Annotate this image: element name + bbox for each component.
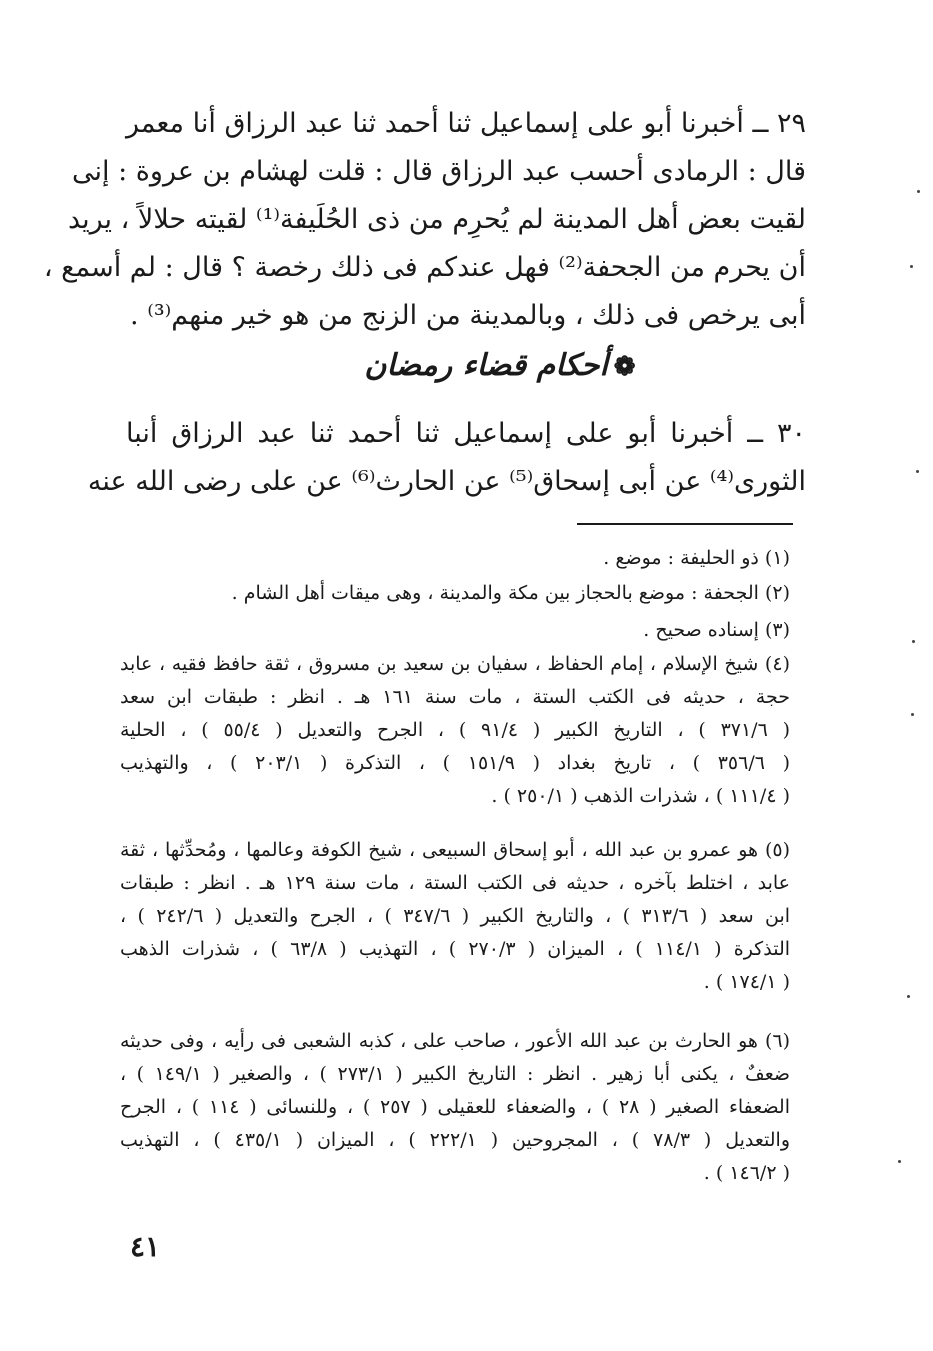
footnote-line: ( ١٧٤/١ ) . xyxy=(703,971,790,993)
text-line: لقيت بعض أهل المدينة لم يُحرِم من ذى الحُلَيفة⁽¹⁾ لقيته حلالاً ، يريد xyxy=(67,204,806,235)
scan-speck xyxy=(917,190,920,193)
footnote-line: عابد ، اختلط بآخره ، حديثه فى الكتب الستة ، مات سنة ١٢٩ هـ . انظر : طبقات xyxy=(120,872,790,894)
footnote-line: (٣) إسناده صحيح . xyxy=(643,619,790,641)
text-line: أبى يرخص فى ذلك ، وبالمدينة من الزنج من هو خير منهم⁽³⁾ . xyxy=(130,300,806,331)
footnote-5 xyxy=(120,834,790,999)
footnote-line: (٢) الجحفة : موضع بالحجاز بين مكة والمدينة ، وهى ميقات أهل الشام . xyxy=(231,582,790,604)
footnote-line: (٤) شيخ الإسلام ، إمام الحفاظ ، سفيان بن سعيد بن مسروق ، ثقة حافظ فقيه ، عابد xyxy=(120,653,790,675)
scan-speck xyxy=(911,713,914,716)
footnote-line: ( ١٤٦/٢ ) . xyxy=(703,1162,790,1184)
scan-speck xyxy=(898,1160,901,1163)
footnote-line: ( ٣٧١/٦ ) ، التاريخ الكبير ( ٩١/٤ ) ، الجرح والتعديل ( ٥٥/٤ ) ، الحلية xyxy=(120,719,790,741)
text-line: الثورى⁽⁴⁾ عن أبى إسحاق⁽⁵⁾ عن الحارث⁽⁶⁾ عن على رضى الله عنه xyxy=(87,466,806,497)
text-line: ٣٠ ــ أخبرنا أبو على إسماعيل ثنا أحمد ثنا عبد الرزاق أنبا xyxy=(126,418,806,449)
footnote-line: ( ٣٥٦/٦ ) ، تاريخ بغداد ( ١٥١/٩ ) ، التذكرة ( ٢٠٣/١ ) ، والتهذيب xyxy=(120,752,791,774)
footnote-line: (٦) هو الحارث بن عبد الله الأعور ، صاحب على ، كذبه الشعبى فى رأيه ، وفى حديثه xyxy=(120,1030,790,1052)
footnote-line: (١) ذو الحليفة : موضع . xyxy=(603,547,790,569)
footnote-3 xyxy=(120,614,790,647)
footnote-line: ( ١١١/٤ ) ، شذرات الذهب ( ٢٥٠/١ ) . xyxy=(491,785,790,807)
hadith-29-paragraph xyxy=(43,100,806,340)
footnote-line: والتعديل ( ٧٨/٣ ) ، المجروحين ( ٢٢٢/١ ) ، الميزان ( ٤٣٥/١ ) ، التهذيب xyxy=(120,1129,790,1151)
footnote-line: (٥) هو عمرو بن عبد الله ، أبو إسحاق السبيعى ، شيخ الكوفة وعالمها ، ومُحدِّثها ، ثقة xyxy=(120,839,790,861)
page-number: ٤١ xyxy=(130,1230,161,1263)
footnote-line: حجة ، حديثه فى الكتب الستة ، مات سنة ١٦١ هـ . انظر : طبقات ابن سعد xyxy=(120,686,790,708)
footnote-1 xyxy=(120,542,790,575)
scan-speck xyxy=(910,265,913,268)
flower-ornament-icon: ❁ xyxy=(613,352,636,382)
footnote-line: الضعفاء الصغير ( ٢٨ ) ، والضعفاء للعقيلى ( ٢٥٧ ) ، وللنسائى ( ١١٤ ) ، الجرح xyxy=(120,1096,790,1118)
section-heading xyxy=(330,344,670,388)
footnote-line: ابن سعد ( ٣١٣/٦ ) ، والتاريخ الكبير ( ٣٤٧/٦ ) ، الجرح والتعديل ( ٢٤٢/٦ ) ، xyxy=(120,905,791,927)
text-line: قال : الرمادى أحسب عبد الرزاق قال : قلت لهشام بن عروة : إنى xyxy=(71,156,806,187)
footnote-line: التذكرة ( ١١٤/١ ) ، الميزان ( ٢٧٠/٣ ) ، التهذيب ( ٦٣/٨ ) ، شذرات الذهب xyxy=(120,938,791,960)
hadith-30-paragraph xyxy=(87,410,806,506)
text-line: أن يحرم من الجحفة⁽²⁾ فهل عندكم فى ذلك رخصة ؟ قال : لم أسمع ، xyxy=(43,252,806,283)
scan-speck xyxy=(907,995,910,998)
footnote-2 xyxy=(120,577,790,610)
footnote-divider xyxy=(577,523,793,525)
section-title: أحكام قضاء رمضان xyxy=(364,348,608,383)
footnote-6 xyxy=(120,1025,790,1190)
footnote-4 xyxy=(120,648,790,813)
scan-speck xyxy=(916,470,919,473)
scan-speck xyxy=(912,640,915,643)
text-line: ٢٩ ــ أخبرنا أبو على إسماعيل ثنا أحمد ثنا عبد الرزاق أنا معمر xyxy=(126,108,806,139)
footnote-line: ضعفٌ ، يكنى أبا زهير . انظر : التاريخ الكبير ( ٢٧٣/١ ) ، والصغير ( ١٤٩/١ ) ، xyxy=(120,1063,790,1085)
